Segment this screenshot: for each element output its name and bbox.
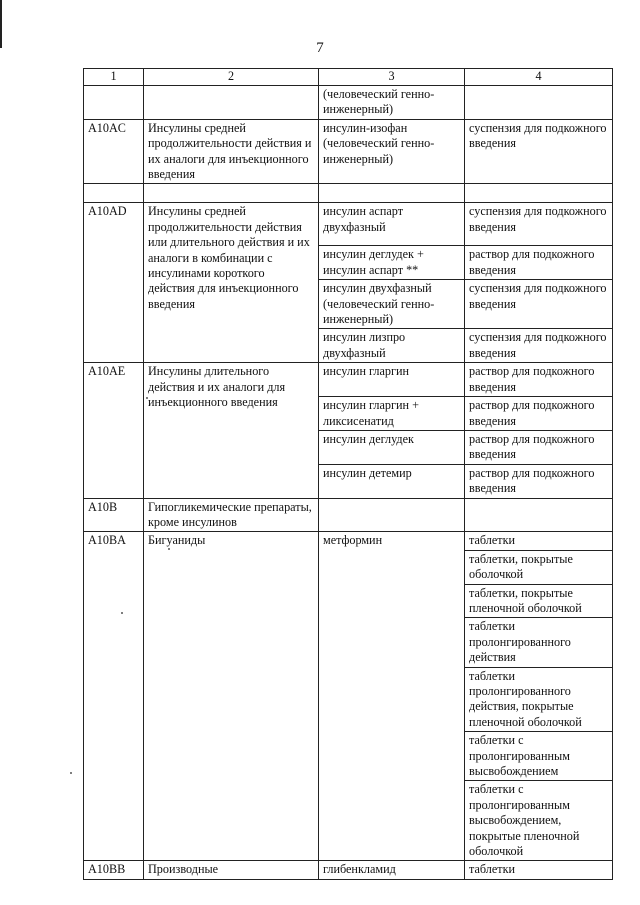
drug-cell: инсулин детемир [319,464,465,498]
group-cell: Гипогликемические препараты, кроме инсулинов [144,498,319,532]
group-cell: Инсулины средней продолжительности действия или длительного действия и их аналоги в комбинации с инсулинами короткого действия для инъекционного введения [144,203,319,363]
form-cell: суспензия для подкожного введения [465,119,613,184]
drug-cell: глибенкламид [319,861,465,879]
table-row [84,861,613,879]
form-cell: раствор для подкожного введения [465,363,613,397]
group-cell: Бигуаниды [144,532,319,861]
drug-cell: инсулин гларгин [319,363,465,397]
drug-cell: инсулин деглудек [319,430,465,464]
spacer-row [84,184,613,203]
drug-cell: инсулин-изофан (человеческий генно-инженерный) [319,119,465,184]
table-row [84,363,613,397]
code-cell [84,86,144,120]
code-cell: A10BB [84,861,144,879]
form-cell: таблетки с пролонгированным высвобождением, покрытые пленочной оболочкой [465,781,613,861]
scan-speck [146,397,148,399]
drug-table [83,68,613,880]
form-cell: таблетки [465,532,613,550]
code-cell: A10B [84,498,144,532]
form-cell: суспензия для подкожного введения [465,280,613,329]
form-cell: раствор для подкожного введения [465,430,613,464]
table-row [84,86,613,120]
form-cell: раствор для подкожного введения [465,397,613,431]
drug-cell [319,498,465,532]
form-cell: таблетки пролонгированного действия [465,618,613,667]
scan-speck [168,548,170,550]
page-number: 7 [316,40,324,56]
form-cell: раствор для подкожного введения [465,246,613,280]
group-cell: Производные [144,861,319,879]
form-cell: таблетки, покрытые пленочной оболочкой [465,584,613,618]
header-row [84,69,613,86]
form-cell: таблетки, покрытые оболочкой [465,550,613,584]
group-cell [144,86,319,120]
drug-cell: инсулин лизпро двухфазный [319,329,465,363]
group-cell: Инсулины длительного действия и их аналоги для инъекционного введения [144,363,319,498]
header-cell: 3 [319,69,465,86]
code-cell: A10BA [84,532,144,861]
drug-cell: метформин [319,532,465,861]
form-cell: таблетки с пролонгированным высвобождением [465,732,613,781]
form-cell: суспензия для подкожного введения [465,329,613,363]
form-cell [465,498,613,532]
drug-cell: инсулин двухфазный (человеческий генно-инженерный) [319,280,465,329]
form-cell: раствор для подкожного введения [465,464,613,498]
header-cell: 1 [84,69,144,86]
code-cell: A10AC [84,119,144,184]
table-row [84,532,613,550]
code-cell: A10AD [84,203,144,363]
drug-cell: инсулин деглудек + инсулин аспарт ** [319,246,465,280]
table-row [84,119,613,184]
scan-speck [121,612,123,614]
code-cell: A10AE [84,363,144,498]
form-cell: суспензия для подкожного введения [465,203,613,246]
form-cell: таблетки [465,861,613,879]
group-cell: Инсулины средней продолжительности действия и их аналоги для инъекционного введения [144,119,319,184]
form-cell [465,86,613,120]
drug-cell: инсулин аспарт двухфазный [319,203,465,246]
drug-cell: (человеческий генно-инженерный) [319,86,465,120]
scan-speck [70,772,72,774]
header-cell: 4 [465,69,613,86]
table-row [84,203,613,246]
form-cell: таблетки пролонгированного действия, покрытые пленочной оболочкой [465,667,613,732]
drug-cell: инсулин гларгин + ликсисенатид [319,397,465,431]
table-row [84,498,613,532]
header-cell: 2 [144,69,319,86]
